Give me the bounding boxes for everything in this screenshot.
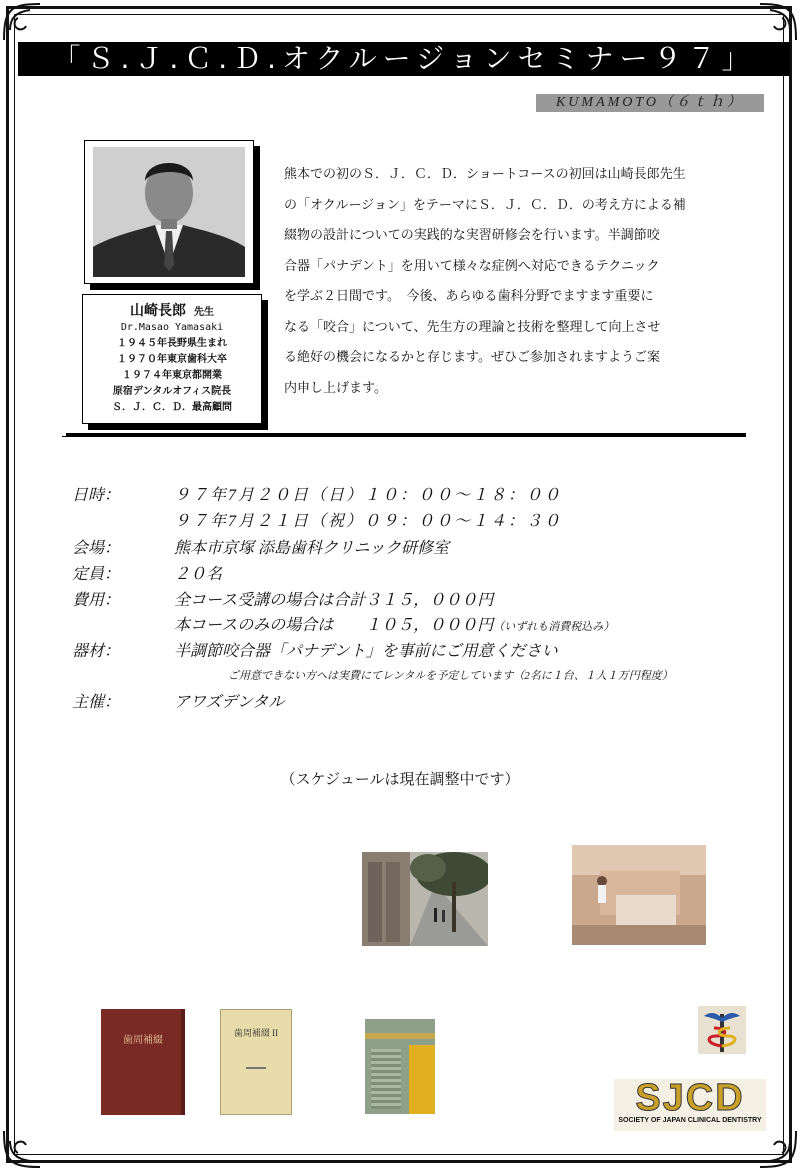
- venue-label: 会場：: [72, 540, 121, 557]
- material-label: 器材：: [72, 643, 121, 660]
- bio-line: １９７０年東京歯科大卒: [117, 354, 227, 365]
- intro-line: 内申し上げます。: [284, 380, 387, 396]
- caduceus-icon: [698, 1006, 746, 1054]
- capacity-value: ２０名: [174, 566, 223, 583]
- speaker-photo-frame: [84, 140, 254, 284]
- intro-line: る絶好の機会になるかと存じます。ぜひご参加されますようご案: [284, 350, 660, 365]
- intro-line: を学ぶ２日間です。 今後、あらゆる歯科分野でますます重要に: [284, 289, 654, 304]
- book-3-pattern: [371, 1049, 401, 1109]
- speaker-name-row: [83, 300, 261, 320]
- host-label: 主催：: [72, 694, 121, 711]
- sjcd-logo-text: SJCD: [635, 1077, 745, 1119]
- intro-paragraph: [284, 160, 710, 404]
- fee-value-2-text: 本コースのみの場合は １０５，０００円: [174, 617, 494, 634]
- street-photo: [362, 852, 488, 946]
- clinic-interior-photo: [572, 845, 706, 945]
- bio-line: １９４５年長野県生まれ: [117, 338, 227, 349]
- intro-line: 熊本での初のＳ．Ｊ．Ｃ．Ｄ．ショートコースの初回は山崎長郎先生: [284, 167, 686, 182]
- corner-ornament-top-left: [0, 0, 44, 44]
- fee-tax-note: （いずれも消費税込み）: [493, 621, 615, 633]
- bio-line: 原宿デンタルオフィス院長: [112, 386, 232, 397]
- book-2-title: 歯周補綴 II: [233, 1028, 279, 1038]
- book-3-stripe: [409, 1045, 435, 1114]
- speaker-name-en: Dr.Masao Yamasaki: [120, 322, 224, 333]
- section-divider-tail: [62, 436, 70, 437]
- book-cover-2: [220, 1009, 292, 1115]
- speaker-name: 山崎長郎: [130, 303, 186, 319]
- book-cover-1: [101, 1009, 185, 1115]
- intro-line: なる「咬合」について、先生方の理論と技術を整理して向上させ: [284, 319, 661, 335]
- venue-value: 熊本市京塚 添島歯科クリニック研修室: [174, 540, 450, 557]
- section-divider: [66, 433, 746, 437]
- capacity-label: 定員：: [72, 566, 121, 583]
- material-rental-note: ご用意できない方へは実費にてレンタルを予定しています（2名に１台、１人１万円程度）: [228, 670, 673, 682]
- corner-ornament-bottom-right: [756, 1127, 800, 1171]
- date-value-1: ９７年7月２０日（日）１０：００～１８：００: [174, 487, 563, 504]
- speaker-honorific: 先生: [194, 307, 214, 318]
- host-value: アワズデンタル: [174, 694, 285, 711]
- street-image: [362, 852, 488, 946]
- schedule-note: （スケジュールは現在調整中です）: [280, 770, 520, 788]
- intro-line: の「オクルージョン」をテーマにＳ．Ｊ．Ｃ．Ｄ．の考え方による補: [284, 197, 686, 213]
- intro-line: 綴物の設計についての実践的な実習研修会を行います。半調節咬: [284, 228, 660, 243]
- material-value: 半調節咬合器「パナデント」を事前にご用意ください: [174, 643, 558, 660]
- sjcd-logo: [614, 1079, 766, 1131]
- bio-line: １９７４年東京都開業: [122, 370, 222, 381]
- book-1-title: 歯周補綴: [123, 1035, 163, 1046]
- fee-value-2: [174, 612, 614, 635]
- intro-line: 合器「パナデント」を用いて様々な症例へ対応できるテクニック: [284, 258, 660, 274]
- book-cover-3: [365, 1019, 435, 1114]
- portrait-image: [93, 147, 245, 277]
- fee-value-1: 全コース受講の場合は合計３１５，０００円: [174, 592, 494, 609]
- clinic-image: [572, 845, 706, 945]
- book-2-mark: [246, 1067, 266, 1069]
- edition-subtitle: KUMAMOTO（６ｔｈ）: [536, 94, 764, 112]
- sjcd-logo-tagline: SOCIETY OF JAPAN CLINICAL DENTISTRY: [618, 1117, 762, 1124]
- page-title: 「Ｓ.Ｊ.Ｃ.Ｄ.オクルージョンセミナー９７」: [18, 42, 790, 76]
- corner-ornament-top-right: [756, 0, 800, 44]
- date-value-2: ９７年7月２１日（祝）０９：００～１４：３０: [174, 513, 563, 530]
- corner-ornament-bottom-left: [0, 1127, 44, 1171]
- date-label: 日時：: [72, 487, 121, 504]
- bio-line: Ｓ．Ｊ．Ｃ．Ｄ．最高顧問: [112, 402, 232, 413]
- book-3-band: [365, 1033, 435, 1039]
- speaker-photo: [93, 147, 245, 277]
- fee-label: 費用：: [72, 592, 121, 609]
- speaker-bio-card: [82, 294, 262, 424]
